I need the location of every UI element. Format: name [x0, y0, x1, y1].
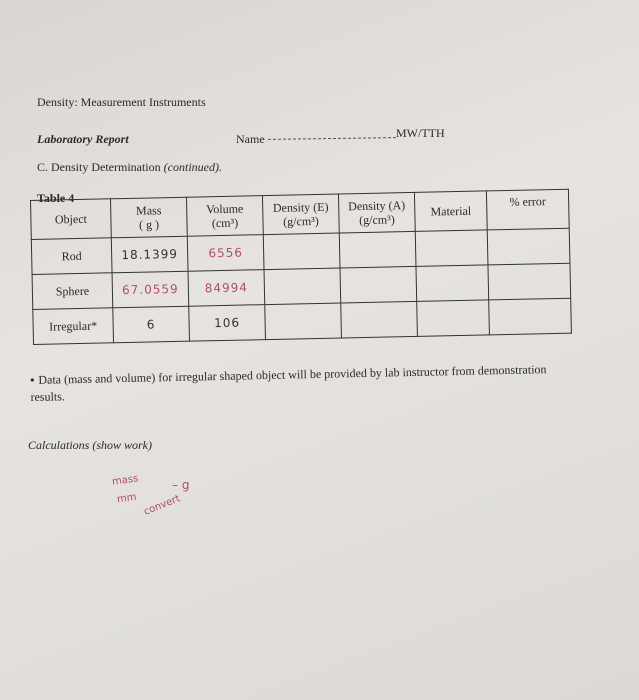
bullet-icon: •: [30, 372, 35, 387]
density-e-cell: [263, 233, 340, 270]
section-heading-suffix: (continued).: [163, 160, 222, 174]
report-title: Laboratory Report: [37, 132, 129, 146]
col-header: % error: [486, 189, 569, 230]
handwritten-note: mm: [116, 491, 138, 506]
volume-cell: 84994: [188, 270, 265, 307]
col-header: Object: [31, 199, 112, 240]
density-a-cell: [339, 231, 416, 268]
volume-cell: 106: [189, 305, 266, 342]
material-cell: [415, 230, 488, 267]
object-cell: Irregular*: [33, 308, 114, 345]
material-cell: [416, 265, 489, 302]
density-table: [30, 189, 573, 360]
section-tag: MW/TTH: [396, 126, 445, 140]
mass-cell: 18.1399: [111, 236, 188, 273]
col-header: Density (E) (g/cm³): [262, 194, 339, 235]
section-heading: [37, 160, 222, 175]
density-e-cell: [264, 268, 341, 305]
calculations-label: Calculations (show work): [28, 438, 153, 452]
section-heading-prefix: C. Density Determination: [37, 160, 161, 174]
handwritten-note: convert: [142, 493, 182, 518]
volume-cell: 6556: [187, 235, 264, 272]
error-cell: [487, 228, 570, 265]
density-e-cell: [265, 303, 342, 340]
footnote-text: Data (mass and volume) for irregular shaped object will be provided by lab instructor from demonstration results.: [30, 362, 547, 404]
error-cell: [488, 263, 571, 300]
name-line: [268, 137, 396, 140]
mass-cell: 67.0559: [112, 271, 189, 308]
density-a-cell: [341, 301, 418, 338]
density-a-cell: [340, 266, 417, 303]
name-label: Name: [236, 132, 265, 146]
error-cell: [489, 298, 572, 335]
col-header: Volume (cm³): [186, 196, 263, 237]
page-header: Density: Measurement Instruments: [37, 95, 206, 109]
col-header: Density (A) (g/cm³): [338, 192, 415, 233]
footnote: [30, 361, 571, 406]
handwritten-note: – g: [172, 478, 190, 492]
material-cell: [417, 300, 490, 337]
handwritten-note: mass: [111, 473, 139, 488]
object-cell: Sphere: [32, 273, 113, 310]
mass-cell: 6: [113, 306, 190, 343]
table-title: Table 4: [37, 191, 75, 205]
col-header: Material: [414, 191, 487, 231]
object-cell: Rod: [31, 238, 112, 275]
col-header: Mass ( g ): [110, 197, 187, 238]
